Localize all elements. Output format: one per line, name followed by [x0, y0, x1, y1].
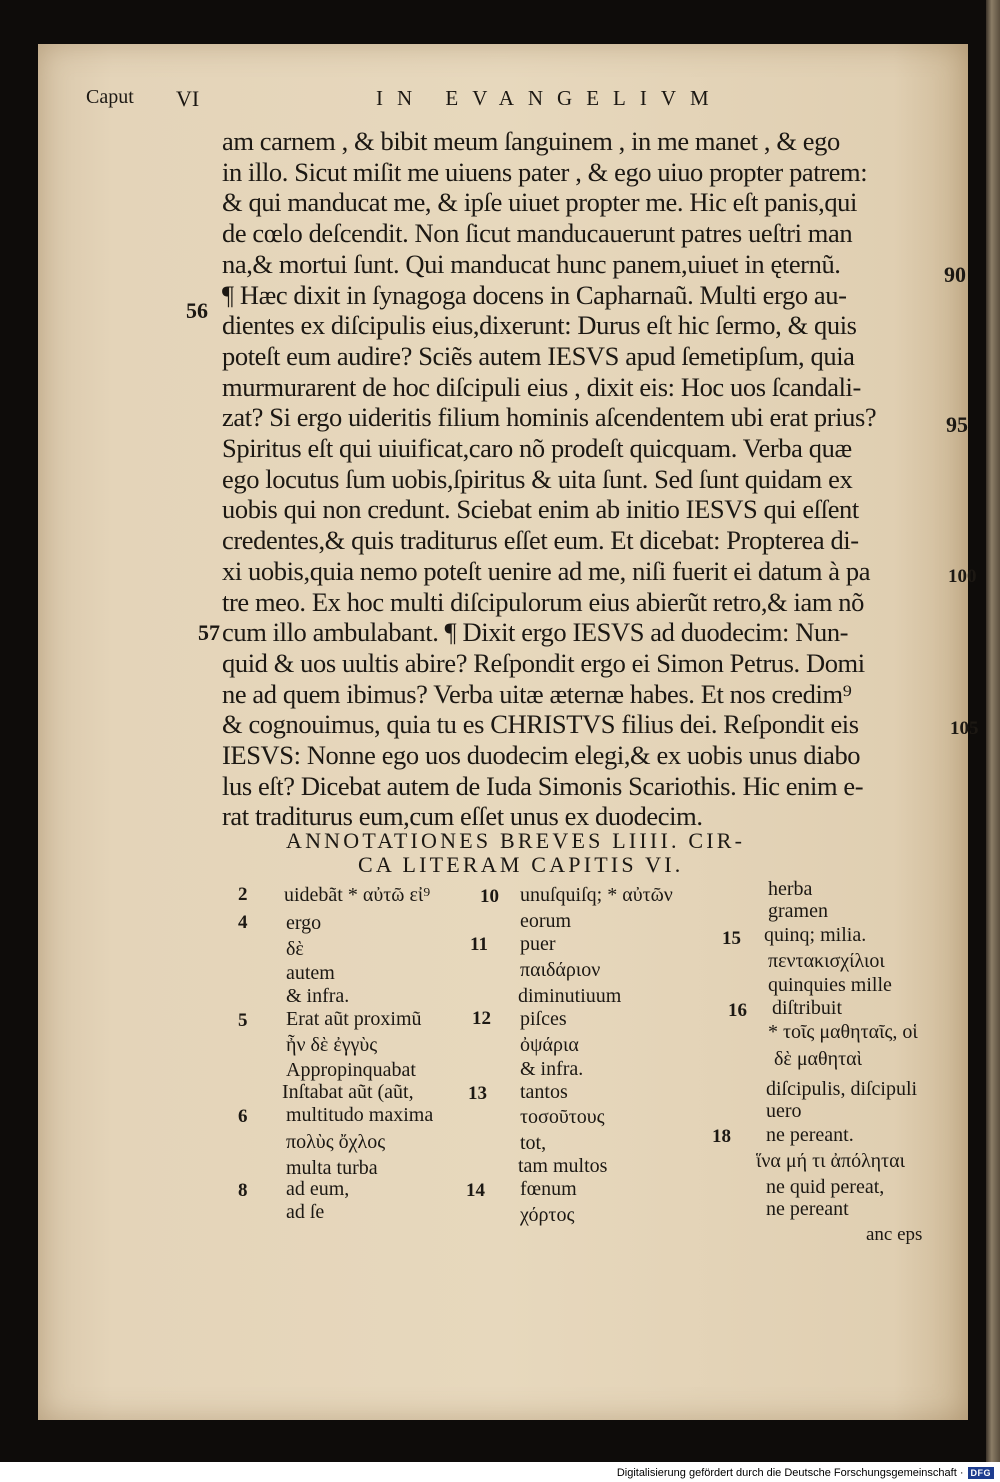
text-line: cum illo ambulabant. ¶ Dixit ergo IESVS ad duodecim: Nun- — [222, 617, 849, 648]
text-line: ¶ Hæc dixit in ſynagoga docens in Capharnaũ. Multi ergo au- — [222, 279, 847, 310]
annotation-entry: multa turba — [286, 1157, 378, 1179]
annotation-entry: diſtribuit — [772, 997, 842, 1019]
text-line: credentes,& quis traditurus eſſet eum. Et dicebat: Propterea di- — [222, 525, 859, 556]
verse-number: 13 — [468, 1083, 487, 1104]
annotation-entry: ἵνα μή τι ἀπόληται — [756, 1150, 905, 1172]
annotation-entry: tantos — [520, 1081, 568, 1103]
annotation-entry: uero — [766, 1100, 802, 1122]
annotation-entry: ne quid pereat, — [766, 1176, 885, 1198]
annotation-entry: diſcipulis, diſcipuli — [766, 1078, 918, 1100]
annotation-entry: herba — [768, 878, 813, 900]
dfg-logo: DFG — [968, 1467, 995, 1479]
text-line: quid & uos uultis abire? Reſpondit ergo ei Simon Petrus. Domi — [222, 647, 865, 678]
text-line: lus eſt? Dicebat autem de Iuda Simonis Scariothis. Hic enim e- — [222, 770, 864, 801]
annotations-heading-line-1: ANNOTATIONES BREVES LIIII. CIR- — [286, 828, 746, 853]
chapter-numeral: VI — [176, 86, 200, 111]
text-line: rat traditurus eum,cum eſſet unus ex duodecim. — [222, 801, 703, 832]
text-line: Spiritus eſt qui uiuificat,caro nõ prodeſt quicquam. Verba quæ — [222, 433, 852, 463]
running-head — [86, 86, 966, 120]
annotation-entry: δὲ — [286, 938, 304, 960]
verse-number: 8 — [238, 1180, 248, 1201]
margin-number-57: 57 — [198, 620, 220, 645]
text-line: & qui manducat me, & ipſe uiuet propter me. Hic eſt panis,qui — [222, 187, 857, 218]
margin-number-95: 95 — [946, 412, 968, 437]
annotations-heading — [286, 829, 745, 877]
margin-number-56: 56 — [186, 298, 208, 323]
annotation-entry: ne pereant — [766, 1198, 849, 1220]
annotation-entry: Inſtabat aũt (aũt, — [282, 1081, 414, 1103]
annotation-entry: eorum — [520, 910, 572, 932]
annotation-entry: ad ſe — [286, 1201, 325, 1223]
annotation-entry: uidebãt * αὐτῶ εἰ⁹ — [284, 884, 431, 906]
verse-number: 2 — [238, 884, 248, 905]
text-line: ego locutus ſum uobis,ſpiritus & uita ſunt. Sed ſunt quidam ex — [222, 463, 853, 494]
text-line: zat? Si ergo uideritis filium hominis aſcendentem ubi erat prius? — [222, 402, 877, 433]
annotation-entry: δὲ μαθηταὶ — [774, 1048, 862, 1070]
text-line: & cognouimus, quia tu es CHRISTVS filius dei. Reſpondit eis — [222, 709, 859, 740]
margin-number-105: 105 — [950, 718, 979, 739]
annotation-entry: ergo — [286, 912, 322, 934]
verse-number: 12 — [472, 1008, 491, 1029]
verse-number: 14 — [466, 1180, 485, 1201]
verse-number: 15 — [722, 928, 741, 949]
annotation-entry: χόρτος — [520, 1204, 575, 1226]
annotation-entry: πολὺς ὄχλος — [286, 1131, 386, 1153]
annotation-entry: unuſquiſq; * αὐτῶν — [520, 884, 673, 906]
verse-number: 18 — [712, 1126, 731, 1147]
text-line: na,& mortui ſunt. Qui manducat hunc panem,uiuet in ęternũ. — [222, 248, 841, 279]
annotation-entry: diminutiuum — [518, 985, 622, 1007]
text-line: IESVS: Nonne ego uos duodecim elegi,& ex uobis unus diabo — [222, 740, 861, 770]
annotation-entry: piſces — [520, 1008, 567, 1030]
verse-number: 6 — [238, 1106, 248, 1127]
annotation-entry: & infra. — [520, 1058, 584, 1080]
annotation-entry: ad eum, — [286, 1178, 350, 1200]
annotation-entry: πεντακισχίλιοι — [768, 950, 885, 972]
annotation-entry: multitudo maxima — [286, 1104, 434, 1126]
annotation-entry: ἦν δὲ ἐγγὺς — [286, 1034, 378, 1056]
annotation-entry: * τοῖς μαθηταῖς, οἱ — [768, 1021, 918, 1043]
running-title: IN EVANGELIVM — [376, 86, 723, 110]
annotation-entry: παιδάριον — [520, 959, 601, 981]
text-line: tre meo. Ex hoc multi diſcipulorum eius abierũt retro,& iam nõ — [222, 586, 864, 617]
annotation-entry: gramen — [768, 900, 828, 922]
text-line: in illo. Sicut miſit me uiuens pater , & ego uiuo propter patrem: — [222, 156, 868, 187]
verse-number: 11 — [470, 934, 488, 955]
annotation-entry: tot, — [520, 1132, 547, 1154]
margin-number-100: 100 — [948, 566, 977, 587]
text-line: dientes ex diſcipulis eius,dixerunt: Durus eſt hic ſermo, & quis — [222, 310, 857, 341]
text-line: xi uobis,quia nemo poteſt uenire ad me, niſi fuerit ei datum à pa — [222, 555, 871, 586]
verse-number: 10 — [480, 886, 499, 907]
verse-number: 16 — [728, 1000, 747, 1021]
annotation-entry: Appropinquabat — [286, 1059, 416, 1081]
credit-text: Digitalisierung gefördert durch die Deutsche Forschungsgemeinschaft · — [616, 1467, 964, 1479]
text-line: uobis qui non credunt. Sciebat enim ab initio IESVS qui eſſent — [222, 494, 859, 525]
annotations-heading-line-2: CA LITERAM CAPITIS VI. — [358, 852, 684, 877]
text-line: ne ad quem ibimus? Verba uitæ æternæ habes. Et nos credim⁹ — [222, 678, 852, 709]
annotation-entry: quinq; milia. — [764, 924, 867, 946]
catchword: anc eps — [866, 1224, 923, 1245]
text-line: de cœlo deſcendit. Non ſicut manducauerunt patres ueſtri man — [222, 218, 853, 249]
annotation-entry: τοσοῦτους — [520, 1106, 605, 1128]
text-line: am carnem , & bibit meum ſanguinem , in me manet , & ego — [222, 126, 840, 156]
annotation-entry: ὀψάρια — [520, 1034, 579, 1056]
caput-label: Caput — [86, 86, 134, 108]
text-line: poteſt eum audire? Sciẽs autem IESVS apud ſemetipſum, quia — [222, 340, 855, 371]
verse-number: 4 — [238, 912, 248, 933]
annotation-entry: ne pereant. — [766, 1124, 854, 1146]
annotation-entry: Erat aũt proximũ — [286, 1008, 422, 1030]
verse-number: 5 — [238, 1010, 248, 1031]
text-line: murmurarent de hoc diſcipuli eius , dixit eis: Hoc uos ſcandali- — [222, 371, 861, 402]
book-spine-edge — [986, 0, 1000, 1462]
annotation-entry: quinquies mille — [768, 974, 892, 996]
annotation-entry: fœnum — [520, 1178, 577, 1200]
annotation-entry: & infra. — [286, 985, 350, 1007]
annotation-entry: puer — [520, 933, 556, 955]
digitization-credit — [617, 1464, 994, 1482]
margin-number-90: 90 — [944, 262, 966, 287]
annotation-entry: autem — [286, 962, 335, 984]
annotation-entry: tam multos — [518, 1155, 608, 1177]
